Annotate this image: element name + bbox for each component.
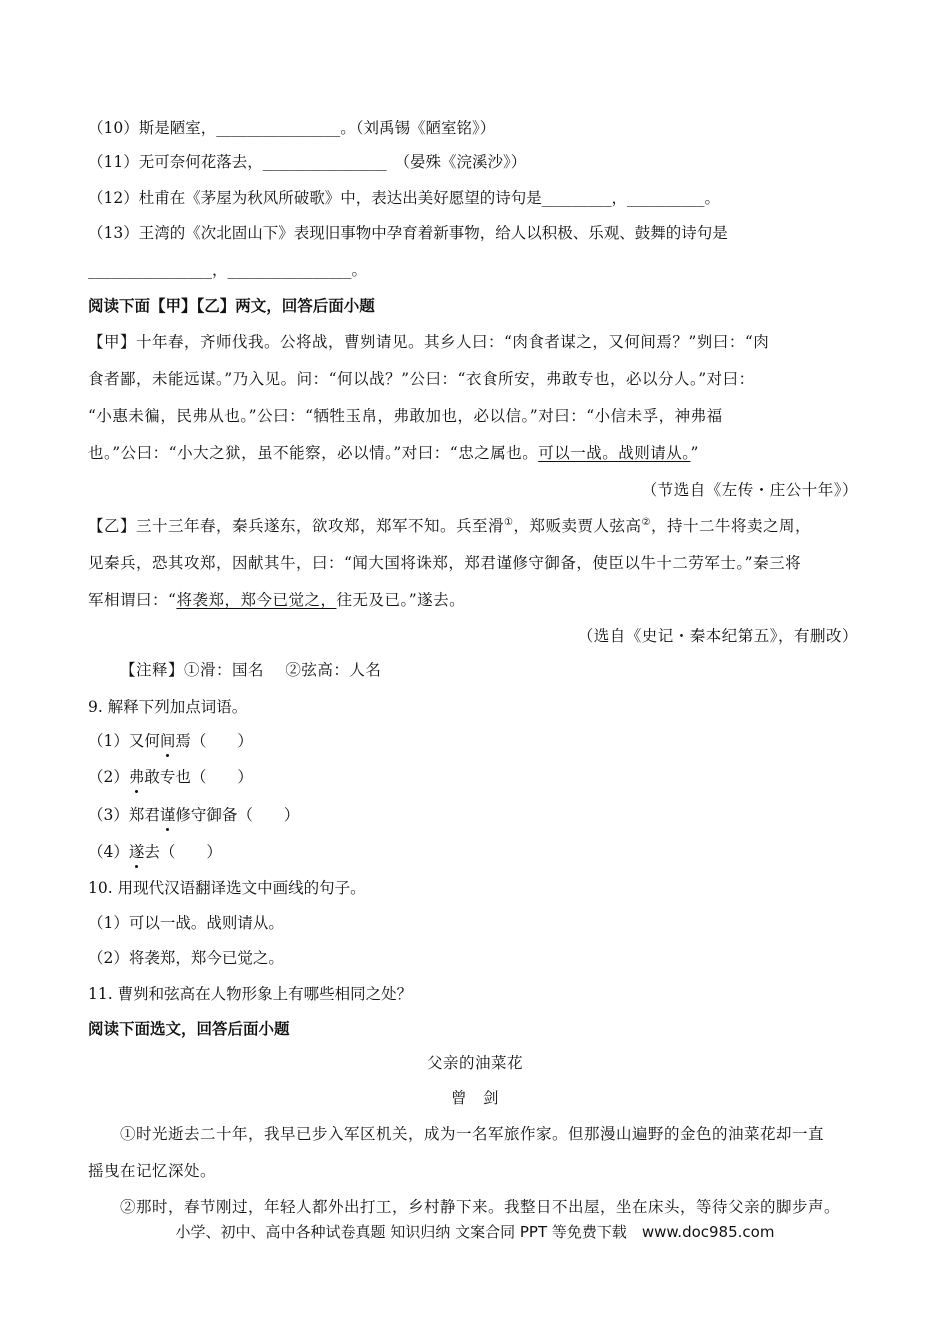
underlined-sentence: 可以一战。战则请从。 xyxy=(538,444,691,462)
jia-source: （节选自《左传・庄公十年》） xyxy=(641,481,858,499)
q9-item: （2）弗敢专也（ ） xyxy=(88,768,253,786)
poem-q10: （10）斯是陋室，________________。（刘禹锡《陋室铭》） xyxy=(88,119,496,137)
jia-line: “小惠未徧，民弗从也。”公曰：“牺牲玉帛，弗敢加也，必以信。”对曰：“小信未孚，神弗福 xyxy=(88,407,723,425)
poem-q13-blanks: ________________，________________。 xyxy=(88,261,368,279)
jia-line: 也。”公曰：“小大之狱，虽不能察，必以情。”对曰：“忠之属也。可以一战。战则请从。” xyxy=(88,444,699,462)
poem-q12: （12）杜甫在《茅屋为秋风所破歌》中，表达出美好愿望的诗句是_________，__________。 xyxy=(88,189,721,207)
jia-line: 【甲】十年春，齐师伐我。公将战，曹刿请见。其乡人曰：“肉食者谋之，又何间焉？”刿曰：“肉 xyxy=(88,333,770,351)
q10-item: （2）将袭郑，郑今已觉之。 xyxy=(88,949,284,967)
poem-q13: （13）王湾的《次北固山下》表现旧事物中孕育着新事物，给人以积极、乐观、鼓舞的诗句是 xyxy=(88,224,728,242)
article-author: 曾 剑 xyxy=(450,1089,499,1107)
yi-line: 军相谓曰：“将袭郑，郑今已觉之，往无及已。”遂去。 xyxy=(88,591,466,609)
paragraph-line: 摇曳在记忆深处。 xyxy=(88,1162,217,1180)
paragraph-line: ①时光逝去二十年，我早已步入军区机关，成为一名军旅作家。但那漫山遍野的金色的油菜花却一直 xyxy=(120,1125,825,1143)
poem-q11: （11）无可奈何花落去，________________ （晏殊《浣溪沙》） xyxy=(88,153,527,171)
underlined-sentence: 将袭郑，郑今已觉之， xyxy=(176,591,337,609)
q9-item: （3）郑君谨修守御备（ ） xyxy=(88,806,300,824)
annotation-note: 【注释】①滑：国名 ②弦高：人名 xyxy=(120,661,382,679)
q10-item: （1）可以一战。战则请从。 xyxy=(88,914,284,932)
article-title: 父亲的油菜花 xyxy=(426,1054,523,1072)
footer-text: 小学、初中、高中各种试卷真题 知识归纳 文案合同 PPT 等免费下载 www.doc985.com xyxy=(175,1223,775,1241)
q9-stem: 9. 解释下列加点词语。 xyxy=(88,698,248,716)
paragraph-line: ②那时，春节刚过，年轻人都外出打工，乡村静下来。我整日不出屋，坐在床头，等待父亲的脚步声。 xyxy=(120,1198,841,1216)
q11-stem: 11. 曹刿和弦高在人物形象上有哪些相同之处？ xyxy=(88,985,413,1003)
section1-heading: 阅读下面【甲】【乙】两文，回答后面小题 xyxy=(88,296,375,315)
q9-item: （1）又何间焉（ ） xyxy=(88,732,253,750)
yi-source: （选自《史记・秦本纪第五》，有删改） xyxy=(577,627,858,645)
yi-line: 【乙】三十三年春，秦兵遂东，欲攻郑，郑军不知。兵至滑①，郑贩卖贾人弦高②，持十二牛将卖之周， xyxy=(88,516,811,535)
q10-stem: 10. 用现代汉语翻译选文中画线的句子。 xyxy=(88,879,366,897)
q9-item: （4）遂去（ ） xyxy=(88,843,222,861)
yi-line: 见秦兵，恐其攻郑，因献其牛，曰：“闻大国将诛郑，郑君谨修守御备，使臣以牛十二劳军士。”秦三将 xyxy=(88,554,802,572)
jia-line: 食者鄙，未能远谋。”乃入见。问：“何以战？”公曰：“衣食所安，弗敢专也，必以分人。”对曰： xyxy=(88,370,755,388)
section2-heading: 阅读下面选文，回答后面小题 xyxy=(88,1019,290,1038)
